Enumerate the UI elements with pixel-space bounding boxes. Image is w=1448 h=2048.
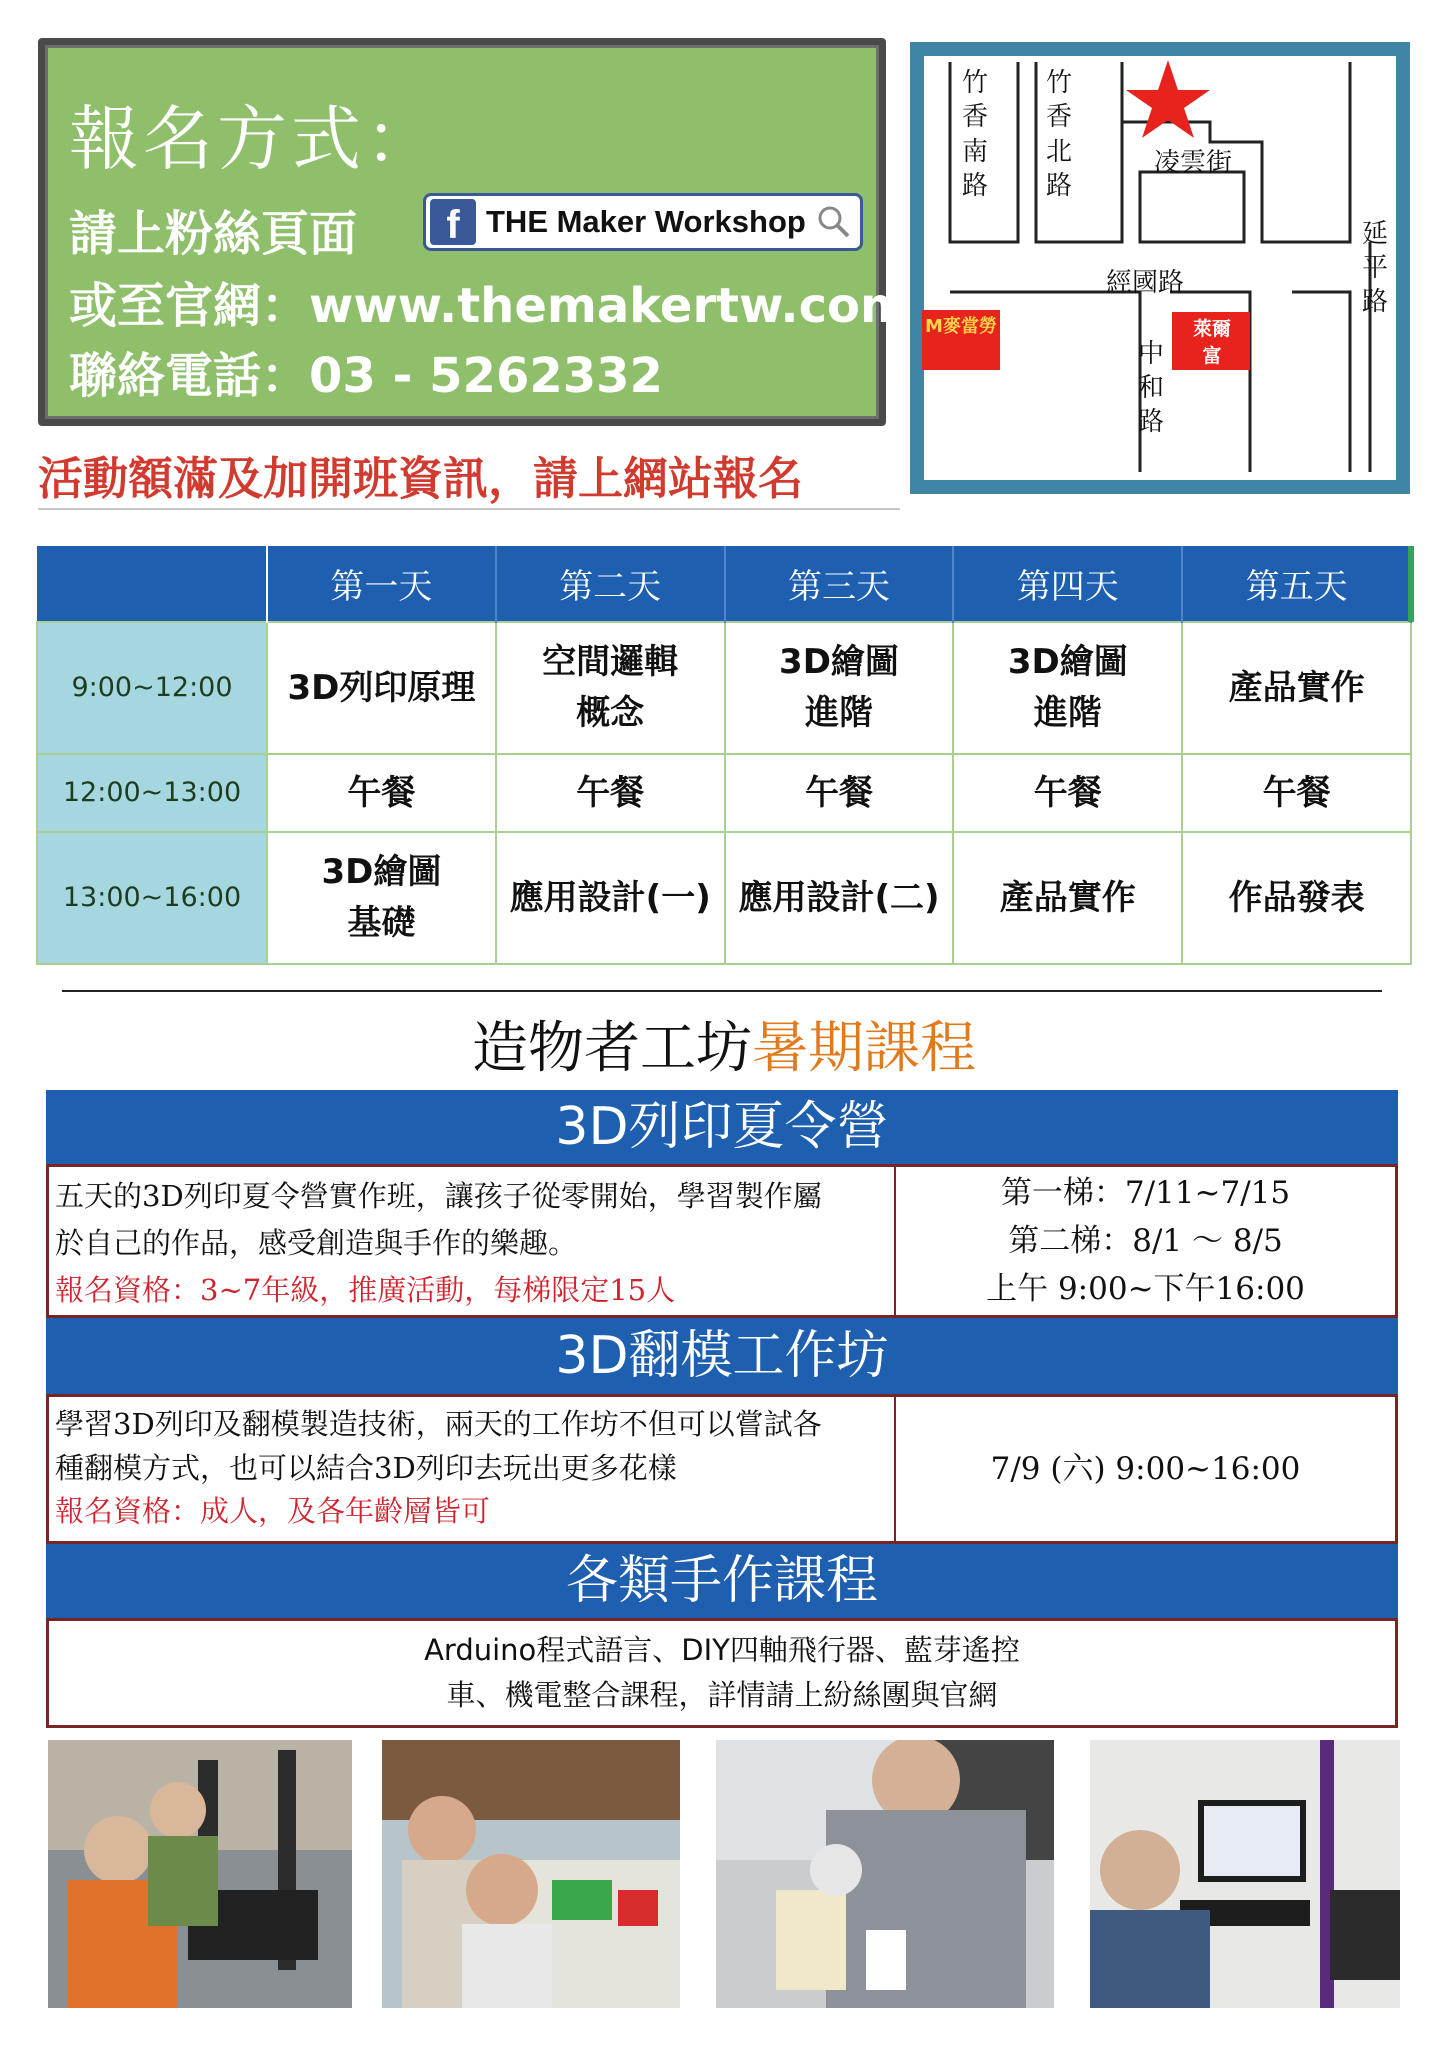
landmark-mcdonalds: M麥當勞 xyxy=(925,316,997,337)
eligibility-text: 報名資格：成人，及各年齡層皆可 xyxy=(55,1494,491,1528)
schedule-cell: 午餐 xyxy=(1182,754,1411,832)
section-title xyxy=(0,1004,1448,1084)
table-edge-accent xyxy=(1408,546,1414,622)
course-title-handmade: 各類手作課程 xyxy=(46,1544,1398,1618)
schedule-cell: 產品實作 xyxy=(1182,622,1411,754)
day-header: 第二天 xyxy=(496,546,725,622)
street-zhuxiang-south: 竹香南路 xyxy=(962,68,989,201)
fanpage-text: 請上粉絲頁面 xyxy=(69,206,358,262)
photo-kids-3d-printer xyxy=(48,1740,352,2008)
schedule-cell: 3D繪圖 進階 xyxy=(953,622,1182,754)
registration-box xyxy=(38,38,911,426)
facebook-page-badge[interactable] xyxy=(423,193,863,251)
schedule-cell: 應用設計(二) xyxy=(725,832,954,964)
course-description xyxy=(49,1397,896,1541)
eligibility-text: 報名資格：3~7年級，推廣活動，每梯限定15人 xyxy=(55,1272,676,1307)
schedule-cell: 3D繪圖 進階 xyxy=(725,622,954,754)
schedule-cell: 產品實作 xyxy=(953,832,1182,964)
street-jingguo: 經國路 xyxy=(1106,268,1185,298)
time-slot: 13:00~16:00 xyxy=(37,832,267,964)
schedule-corner xyxy=(37,546,267,622)
session-hours: 上午 9:00~下午16:00 xyxy=(986,1271,1305,1308)
session-date: 第一梯：7/11~7/15 xyxy=(1000,1174,1291,1211)
phone-text: 聯絡電話：03 - 5262332 xyxy=(69,348,663,404)
street-lingyun: 凌雲街 xyxy=(1154,148,1233,178)
description-line: 於自己的作品，感受創造與手作的樂趣。 xyxy=(55,1225,578,1260)
description-line: 車、機電整合課程，詳情請上紛絲團與官網 xyxy=(446,1678,998,1712)
notice-underline xyxy=(38,508,900,510)
landmark-carrefour: 萊爾富 xyxy=(1192,318,1231,367)
time-slot: 12:00~13:00 xyxy=(37,754,267,832)
description-line: 五天的3D列印夏令營實作班，讓孩子從零開始，學習製作屬 xyxy=(55,1179,822,1213)
section-title-highlight: 暑期課程 xyxy=(752,1016,976,1081)
facebook-page-name: THE Maker Workshop xyxy=(486,204,806,239)
description-line: Arduino程式語言、DIY四軸飛行器、藍芽遙控 xyxy=(424,1633,1020,1668)
course-description xyxy=(49,1621,1395,1725)
facebook-icon: f xyxy=(430,199,476,245)
street-yanping: 延平路 xyxy=(1362,219,1389,317)
day-header: 第三天 xyxy=(725,546,954,622)
course-dates xyxy=(896,1397,1395,1541)
course-box-handmade xyxy=(46,1618,1398,1728)
day-header: 第四天 xyxy=(953,546,1182,622)
course-title-camp: 3D列印夏令營 xyxy=(46,1090,1398,1164)
schedule-cell: 空間邏輯 概念 xyxy=(496,622,725,754)
description-line: 學習3D列印及翻模製造技術，兩天的工作坊不但可以嘗試各 xyxy=(55,1407,822,1441)
photo-kid-computer xyxy=(1090,1740,1400,2008)
website-text[interactable]: 或至官網：www.themakertw.com xyxy=(69,278,911,334)
schedule-cell: 3D列印原理 xyxy=(267,622,496,754)
photo-mold-making xyxy=(716,1740,1054,2008)
full-class-notice: 活動額滿及加開班資訊，請上網站報名 xyxy=(38,452,804,505)
schedule-cell: 午餐 xyxy=(953,754,1182,832)
description-line: 種翻模方式，也可以結合3D列印去玩出更多花樣 xyxy=(55,1450,677,1485)
section-title-main: 造物者工坊 xyxy=(472,1016,752,1081)
course-box-mold xyxy=(46,1394,1398,1544)
day-header: 第五天 xyxy=(1182,546,1411,622)
course-box-camp xyxy=(46,1164,1398,1318)
session-date: 7/9 (六) 9:00~16:00 xyxy=(990,1450,1301,1487)
schedule-cell: 應用設計(一) xyxy=(496,832,725,964)
session-date: 第二梯：8/1 ～ 8/5 xyxy=(1008,1222,1283,1259)
schedule-cell: 午餐 xyxy=(267,754,496,832)
schedule-cell: 作品發表 xyxy=(1182,832,1411,964)
location-map xyxy=(910,42,1410,494)
search-icon xyxy=(814,202,854,242)
schedule-cell: 午餐 xyxy=(496,754,725,832)
day-header: 第一天 xyxy=(267,546,496,622)
photo-kids-crafts xyxy=(382,1740,680,2008)
course-dates xyxy=(896,1167,1395,1315)
street-zhonghe: 中和路 xyxy=(1138,339,1165,437)
course-title-mold: 3D翻模工作坊 xyxy=(46,1318,1398,1394)
schedule-cell: 3D繪圖 基礎 xyxy=(267,832,496,964)
course-description xyxy=(49,1167,896,1315)
street-zhuxiang-north: 竹香北路 xyxy=(1046,68,1073,201)
section-divider xyxy=(62,990,1382,992)
schedule-cell: 午餐 xyxy=(725,754,954,832)
registration-title: 報名方式： xyxy=(69,98,439,180)
time-slot: 9:00~12:00 xyxy=(37,622,267,754)
schedule-table xyxy=(36,546,1412,964)
